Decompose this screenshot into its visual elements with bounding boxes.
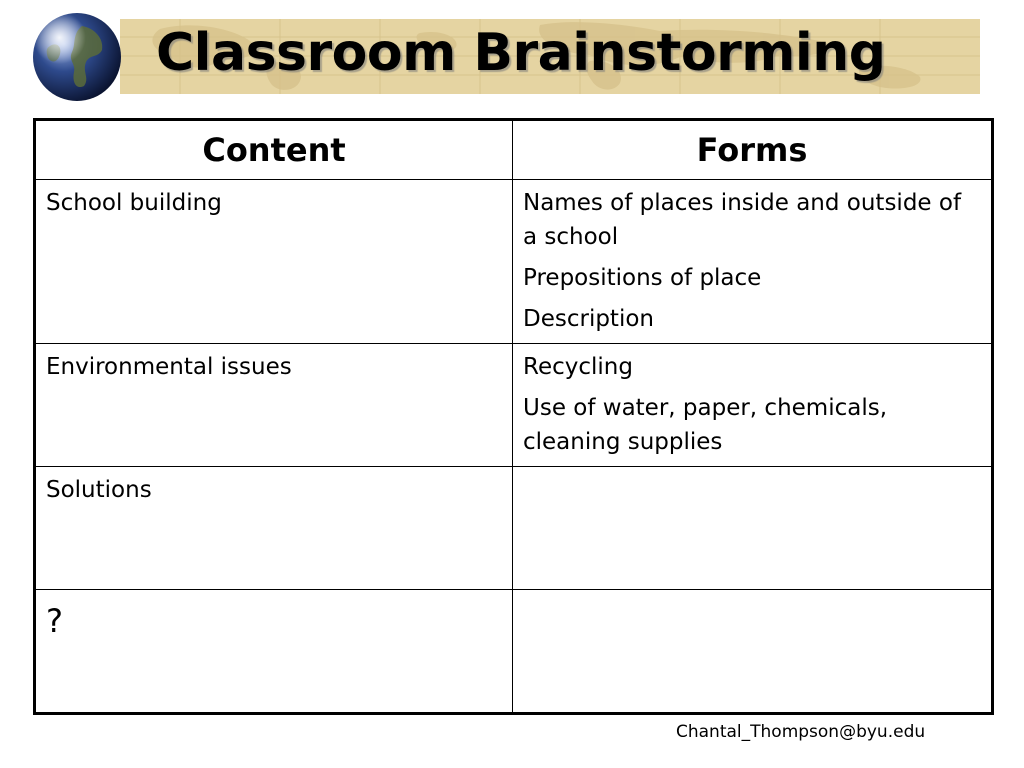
content-text: Solutions: [46, 477, 152, 503]
table-row: [35, 467, 993, 590]
forms-item: Recycling: [523, 354, 633, 380]
forms-cell: [513, 180, 993, 344]
forms-item: Names of places inside and outside of a school: [523, 190, 962, 250]
column-header-forms: Forms: [513, 120, 993, 180]
forms-item: Use of water, paper, chemicals, cleaning supplies: [523, 395, 888, 455]
content-cell: [35, 467, 513, 590]
table-row: [35, 344, 993, 467]
forms-cell: [513, 467, 993, 590]
forms-item: Prepositions of place: [523, 265, 762, 291]
column-header-content: Content: [35, 120, 513, 180]
brainstorm-table: [33, 118, 994, 715]
globe-icon: [32, 12, 122, 102]
content-text: ?: [46, 602, 63, 640]
forms-item: Description: [523, 306, 654, 332]
table-row: [35, 180, 993, 344]
table-header-row: [35, 120, 993, 180]
forms-cell: [513, 344, 993, 467]
forms-cell: [513, 590, 993, 714]
content-cell: [35, 590, 513, 714]
slide-title: Classroom Brainstorming: [156, 23, 886, 83]
content-cell: [35, 180, 513, 344]
content-text: Environmental issues: [46, 354, 292, 380]
footer-email: Chantal_Thompson@byu.edu: [676, 722, 926, 742]
table-row: [35, 590, 993, 714]
content-text: School building: [46, 190, 222, 216]
content-cell: [35, 344, 513, 467]
